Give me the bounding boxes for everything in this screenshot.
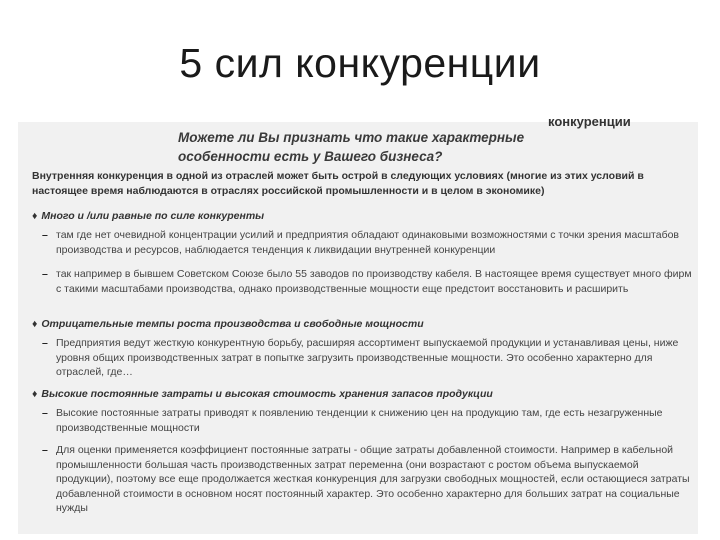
list-item-text: Для оценки применяется коэффициент постоянные затраты - общие затраты добавленной стоимости. Например в кабельной промышленности большая часть производственных затрат переменна (они возрастают с ростом объема выпускаемой продукции), поэтому все еще продолжается жесткая конкуренция для загрузки свободных мощностей, если остающиеся затраты добавленной стоимости в основном носят постоянный характер. Это особенно характерно для больших затрат на социальные нужды <box>56 444 690 514</box>
question-line-1: Можете ли Вы признать что такие характерные <box>178 130 525 145</box>
cut-off-heading: конкуренции <box>548 114 631 129</box>
list-item-text: Предприятия ведут жесткую конкурентную борьбу, расширяя ассортимент выпускаемой продукции и устанавливая цены, ниже уровня общих производственных затрат в попытке загрузить производственные мощности. Это особенно характерно для отраслей, где… <box>56 337 679 378</box>
bullet-icon: ♦ <box>32 210 38 222</box>
question-line-2: особенности есть у Вашего бизнеса? <box>178 149 443 164</box>
section-heading-text: Отрицательные темпы роста производства и свободные мощности <box>41 318 424 330</box>
list-item <box>42 443 696 516</box>
list-item <box>42 228 696 257</box>
intro-paragraph: Внутренняя конкуренция в одной из отраслей может быть острой в следующих условиях (многие из этих условий в настоящее время наблюдаются в отраслях российской промышленности и в целом в экономике) <box>32 170 644 197</box>
bullet-icon: ♦ <box>32 318 38 330</box>
list-item <box>42 406 696 435</box>
slide-title: 5 сил конкуренции <box>179 40 541 86</box>
scanned-page <box>18 114 698 534</box>
section-heading-1 <box>32 209 692 224</box>
dash-icon: – <box>42 407 48 419</box>
section-heading-2 <box>32 317 692 332</box>
dash-icon: – <box>42 268 48 280</box>
section-heading-3 <box>32 387 692 402</box>
list-item-text: Высокие постоянные затраты приводят к появлению тенденции к снижению цен на продукцию там, где есть незагруженные производственные мощности <box>56 407 663 434</box>
list-item <box>42 336 696 380</box>
bullet-icon: ♦ <box>32 388 38 400</box>
list-item <box>42 267 696 296</box>
dash-icon: – <box>42 444 48 456</box>
list-item-text: так например в бывшем Советском Союзе было 55 заводов по производству кабеля. В настоящее время существует много фирм с такими масштабами производства, однако производственные мощности еще предстоит восстановить и расширить <box>56 268 692 295</box>
question-heading <box>178 128 558 166</box>
section-heading-text: Высокие постоянные затраты и высокая стоимость хранения запасов продукции <box>41 388 493 400</box>
section-heading-text: Много и /или равные по силе конкуренты <box>41 210 265 222</box>
dash-icon: – <box>42 337 48 349</box>
list-item-text: там где нет очевидной концентрации усилий и предприятия обладают одинаковыми возможностями с точки зрения масштабов производства и ресурсов, наблюдается тенденция к ликвидации внутренней конкуренции <box>56 229 680 256</box>
dash-icon: – <box>42 229 48 241</box>
